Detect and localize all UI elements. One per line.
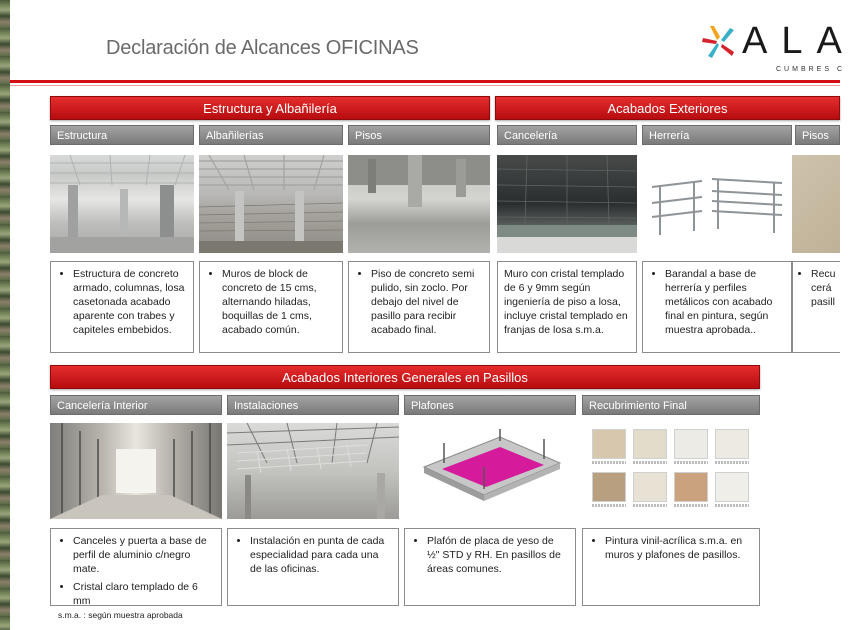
paint-swatch-caption — [715, 461, 749, 464]
paint-swatch-caption — [592, 504, 626, 507]
photo-canceleria-interior — [50, 423, 222, 519]
photo-herreria — [642, 155, 792, 253]
desc-pisos-exterior — [792, 261, 840, 353]
footnote: s.m.a. : según muestra aprobada — [58, 610, 183, 620]
desc-plafones — [404, 528, 576, 606]
subheader-instalaciones: Instalaciones — [227, 395, 399, 415]
photo-canceleria — [497, 155, 637, 253]
desc-canceleria-text: Muro con cristal templado de 6 y 9mm según ingeniería de piso a losa, incluye cristal templado en franjas de losa s.m.a. — [504, 268, 628, 336]
logo-subtitle: CUMBRES C — [776, 66, 846, 73]
desc-instalaciones — [227, 528, 399, 606]
paint-swatch — [674, 429, 708, 459]
desc-pisos — [348, 261, 490, 353]
paint-swatch — [633, 429, 667, 459]
photo-estructura — [50, 155, 194, 253]
paint-swatches — [592, 429, 758, 515]
desc-canceleria-interior — [50, 528, 222, 606]
logo-text: ALA — [742, 20, 856, 62]
photo-albanilerias — [199, 155, 343, 253]
paint-swatch-caption — [592, 461, 626, 464]
subheader-canceleria: Cancelería — [497, 125, 637, 145]
desc-plafones-bullet: • Plafón de placa de yeso de ½" STD y RH. En pasillos de áreas comunes. — [427, 534, 569, 576]
subheader-plafones: Plafones — [404, 395, 576, 415]
paint-swatch — [592, 472, 626, 502]
desc-herreria — [642, 261, 792, 353]
paint-swatch — [633, 472, 667, 502]
left-photo-strip — [0, 0, 10, 630]
desc-albanilerias — [199, 261, 343, 353]
header-thin-rule — [10, 85, 840, 86]
desc-herreria-bullet: • Barandal a base de herrería y perfiles metálicos con acabado final en pintura, según muestra aprobada.. — [665, 267, 785, 337]
desc-recubrimiento-final — [582, 528, 760, 606]
subheader-albanilerias: Albañilerías — [199, 125, 343, 145]
desc-instalaciones-bullet: • Instalación en punta de cada especialidad para cada una de las oficinas. — [250, 534, 392, 576]
subheader-pisos: Pisos — [348, 125, 490, 145]
photo-instalaciones — [227, 423, 399, 519]
desc-estructura — [50, 261, 194, 353]
desc-recubrimiento-final-bullet: • Pintura vinil-acrílica s.m.a. en muros y plafones de pasillos. — [605, 534, 753, 562]
photo-pisos — [348, 155, 490, 253]
photo-recubrimiento-final — [582, 423, 760, 519]
paint-swatch-caption — [674, 461, 708, 464]
section-acabados-exteriores: Acabados Exteriores — [495, 96, 840, 120]
section-estructura-albanileria: Estructura y Albañilería — [50, 96, 490, 120]
page-title: Declaración de Alcances OFICINAS — [106, 37, 419, 59]
subheader-recubrimiento-final: Recubrimiento Final — [582, 395, 760, 415]
paint-swatch — [715, 472, 749, 502]
desc-canceleria — [497, 261, 637, 353]
paint-swatch-caption — [715, 504, 749, 507]
paint-swatch-caption — [674, 504, 708, 507]
paint-swatch-caption — [633, 504, 667, 507]
desc-estructura-bullet: • Estructura de concreto armado, columnas, losa casetonada acabado aparente con trabes y capiteles embebidos. — [73, 267, 187, 337]
subheader-estructura: Estructura — [50, 125, 194, 145]
desc-pisos-bullet: • Piso de concreto semi pulido, sin zoclo. Por debajo del nivel de pasillo para recibir acabado final. — [371, 267, 483, 337]
subheader-canceleria-interior: Cancelería Interior — [50, 395, 222, 415]
paint-swatch-caption — [633, 461, 667, 464]
desc-albanilerias-bullet: • Muros de block de concreto de 15 cms, alternando hiladas, boquillas de 1 cms, acabado común. — [222, 267, 336, 337]
logo-star-icon — [700, 24, 740, 60]
header-red-rule — [10, 80, 840, 83]
paint-swatch — [715, 429, 749, 459]
desc-canceleria-interior-bullet-1: • Canceles y puerta a base de perfil de aluminio c/negro mate. — [73, 534, 215, 576]
section-acabados-interiores: Acabados Interiores Generales en Pasillos — [50, 365, 760, 389]
paint-swatch — [674, 472, 708, 502]
photo-plafones — [404, 423, 576, 519]
subheader-pisos-exterior: Pisos — [795, 125, 840, 145]
photo-pisos-exterior — [792, 155, 840, 253]
subheader-herreria: Herrería — [642, 125, 792, 145]
paint-swatch — [592, 429, 626, 459]
desc-pisos-exterior-bullet: • Recu cerá pasill — [811, 267, 841, 309]
desc-canceleria-interior-bullet-2: • Cristal claro templado de 6 mm — [73, 580, 215, 608]
